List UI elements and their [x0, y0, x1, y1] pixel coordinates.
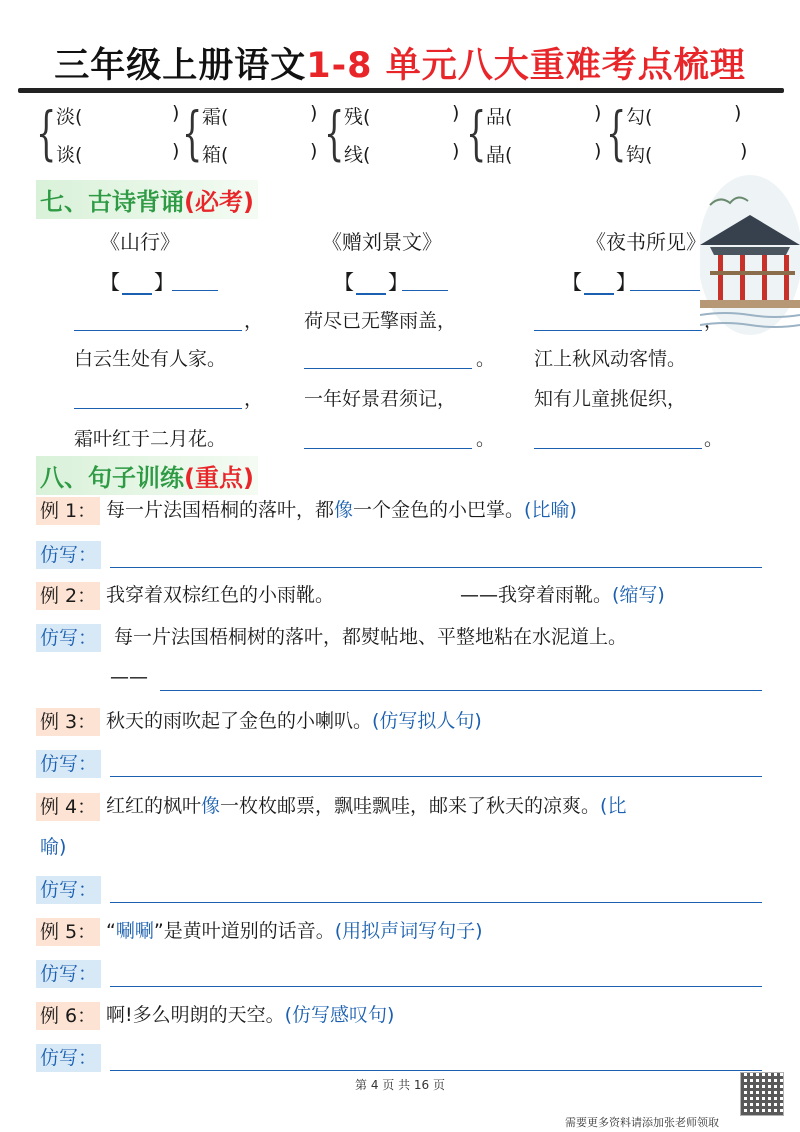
example-text: “唰唰”是黄叶道别的话音。(用拟声词写句子) [106, 920, 483, 942]
example-text: ——我穿着雨靴。(缩写) [460, 584, 665, 606]
title-underline [18, 88, 784, 93]
dash: —— [110, 666, 148, 688]
example-text: 我穿着双棕红色的小雨靴。 [106, 584, 335, 606]
title-part2: 1-8 单元八大重难考点梳理 [306, 46, 746, 86]
answer-line[interactable] [110, 902, 762, 903]
char-a: 品( [486, 106, 513, 128]
example-label: 例 5： [36, 918, 100, 946]
answer-line[interactable] [110, 776, 762, 777]
poem-title: 《夜书所见》 [586, 230, 706, 254]
char-pair: { 勾( 钩( ) ) [606, 99, 748, 167]
example-text: 每一片法国梧桐的落叶，都像一个金色的小巴掌。(比喻) [106, 499, 577, 521]
footer-note: 需要更多资料请添加张老师领取 [565, 1116, 719, 1129]
poem-blank[interactable] [304, 426, 472, 449]
poem-blank[interactable] [74, 308, 242, 331]
example-label: 例 2： [36, 582, 100, 610]
poem-line: 霜叶红于二月花。 [74, 428, 227, 450]
poem-line: 知有儿童挑促织， [534, 388, 687, 410]
char-pair: { 品( 晶( ) ) [466, 99, 602, 167]
author-slot: 【 】 [334, 270, 408, 294]
fangxie-label: 仿写： [36, 1044, 101, 1072]
poem-blank[interactable] [74, 386, 242, 409]
dynasty-blank[interactable] [122, 275, 152, 295]
example-text: 啊!多么明朗的天空。(仿写感叹句) [106, 1004, 395, 1026]
fangxie-label: 仿写： [36, 624, 101, 652]
char-b: 箱( [202, 144, 229, 166]
author-blank[interactable] [172, 270, 218, 291]
poem-line: 一年好景君须记， [304, 388, 457, 410]
example-hint: 喻) [40, 836, 67, 858]
author-slot: 【 】 [562, 270, 636, 294]
poem-title: 《赠刘景文》 [322, 230, 442, 254]
section-8-title: 八、句子训练(重点) [36, 456, 258, 495]
page-number: 第 4 页 共 16 页 [355, 1078, 445, 1092]
char-pair: { 残( 线( ) ) [324, 99, 460, 167]
fangxie-label: 仿写： [36, 876, 101, 904]
char-b: 晶( [486, 144, 513, 166]
poem-blank[interactable] [534, 426, 702, 449]
char-pair: { 霜( 箱( ) ) [182, 99, 318, 167]
char-a: 残( [344, 106, 371, 128]
qr-code [740, 1072, 784, 1116]
answer-line[interactable] [160, 690, 762, 691]
author-slot: 【 】 [100, 270, 174, 294]
poem-line: 江上秋风动客情。 [534, 348, 687, 370]
example-label: 例 4： [36, 793, 100, 821]
char-a: 淡( [56, 106, 83, 128]
dynasty-blank[interactable] [584, 275, 614, 295]
answer-line[interactable] [110, 567, 762, 568]
page-title [0, 38, 800, 88]
title-part1: 三年级上册语文 [54, 46, 307, 86]
example-label: 例 3： [36, 708, 100, 736]
char-b: 钩( [626, 144, 653, 166]
fangxie-label: 仿写： [36, 750, 101, 778]
poem-line: 荷尽已无擎雨盖， [304, 310, 457, 332]
dynasty-blank[interactable] [356, 275, 386, 295]
author-blank[interactable] [630, 270, 700, 291]
section-7-title: 七、古诗背诵(必考) [36, 180, 258, 219]
fangxie-label: 仿写： [36, 541, 101, 569]
poem-title: 《山行》 [100, 230, 180, 254]
answer-line[interactable] [110, 986, 762, 987]
fangxie-text: 每一片法国梧桐树的落叶，都熨帖地、平整地粘在水泥道上。 [114, 626, 628, 648]
char-b: 谈( [56, 144, 83, 166]
example-text: 秋天的雨吹起了金色的小喇叭。(仿写拟人句) [106, 710, 482, 732]
poem-blank[interactable] [534, 308, 702, 331]
char-a: 勾( [626, 106, 653, 128]
char-a: 霜( [202, 106, 229, 128]
fangxie-label: 仿写： [36, 960, 101, 988]
answer-line[interactable] [110, 1070, 762, 1071]
author-blank[interactable] [402, 270, 448, 291]
example-text: 红红的枫叶像一枚枚邮票，飘哇飘哇，邮来了秋天的凉爽。(比 [106, 795, 627, 817]
char-b: 线( [344, 144, 371, 166]
poem-blank[interactable] [304, 346, 472, 369]
example-label: 例 1： [36, 497, 100, 525]
poem-line: 白云生处有人家。 [74, 348, 227, 370]
example-label: 例 6： [36, 1002, 100, 1030]
char-pair: { 淡( 谈( ) ) [36, 99, 180, 167]
